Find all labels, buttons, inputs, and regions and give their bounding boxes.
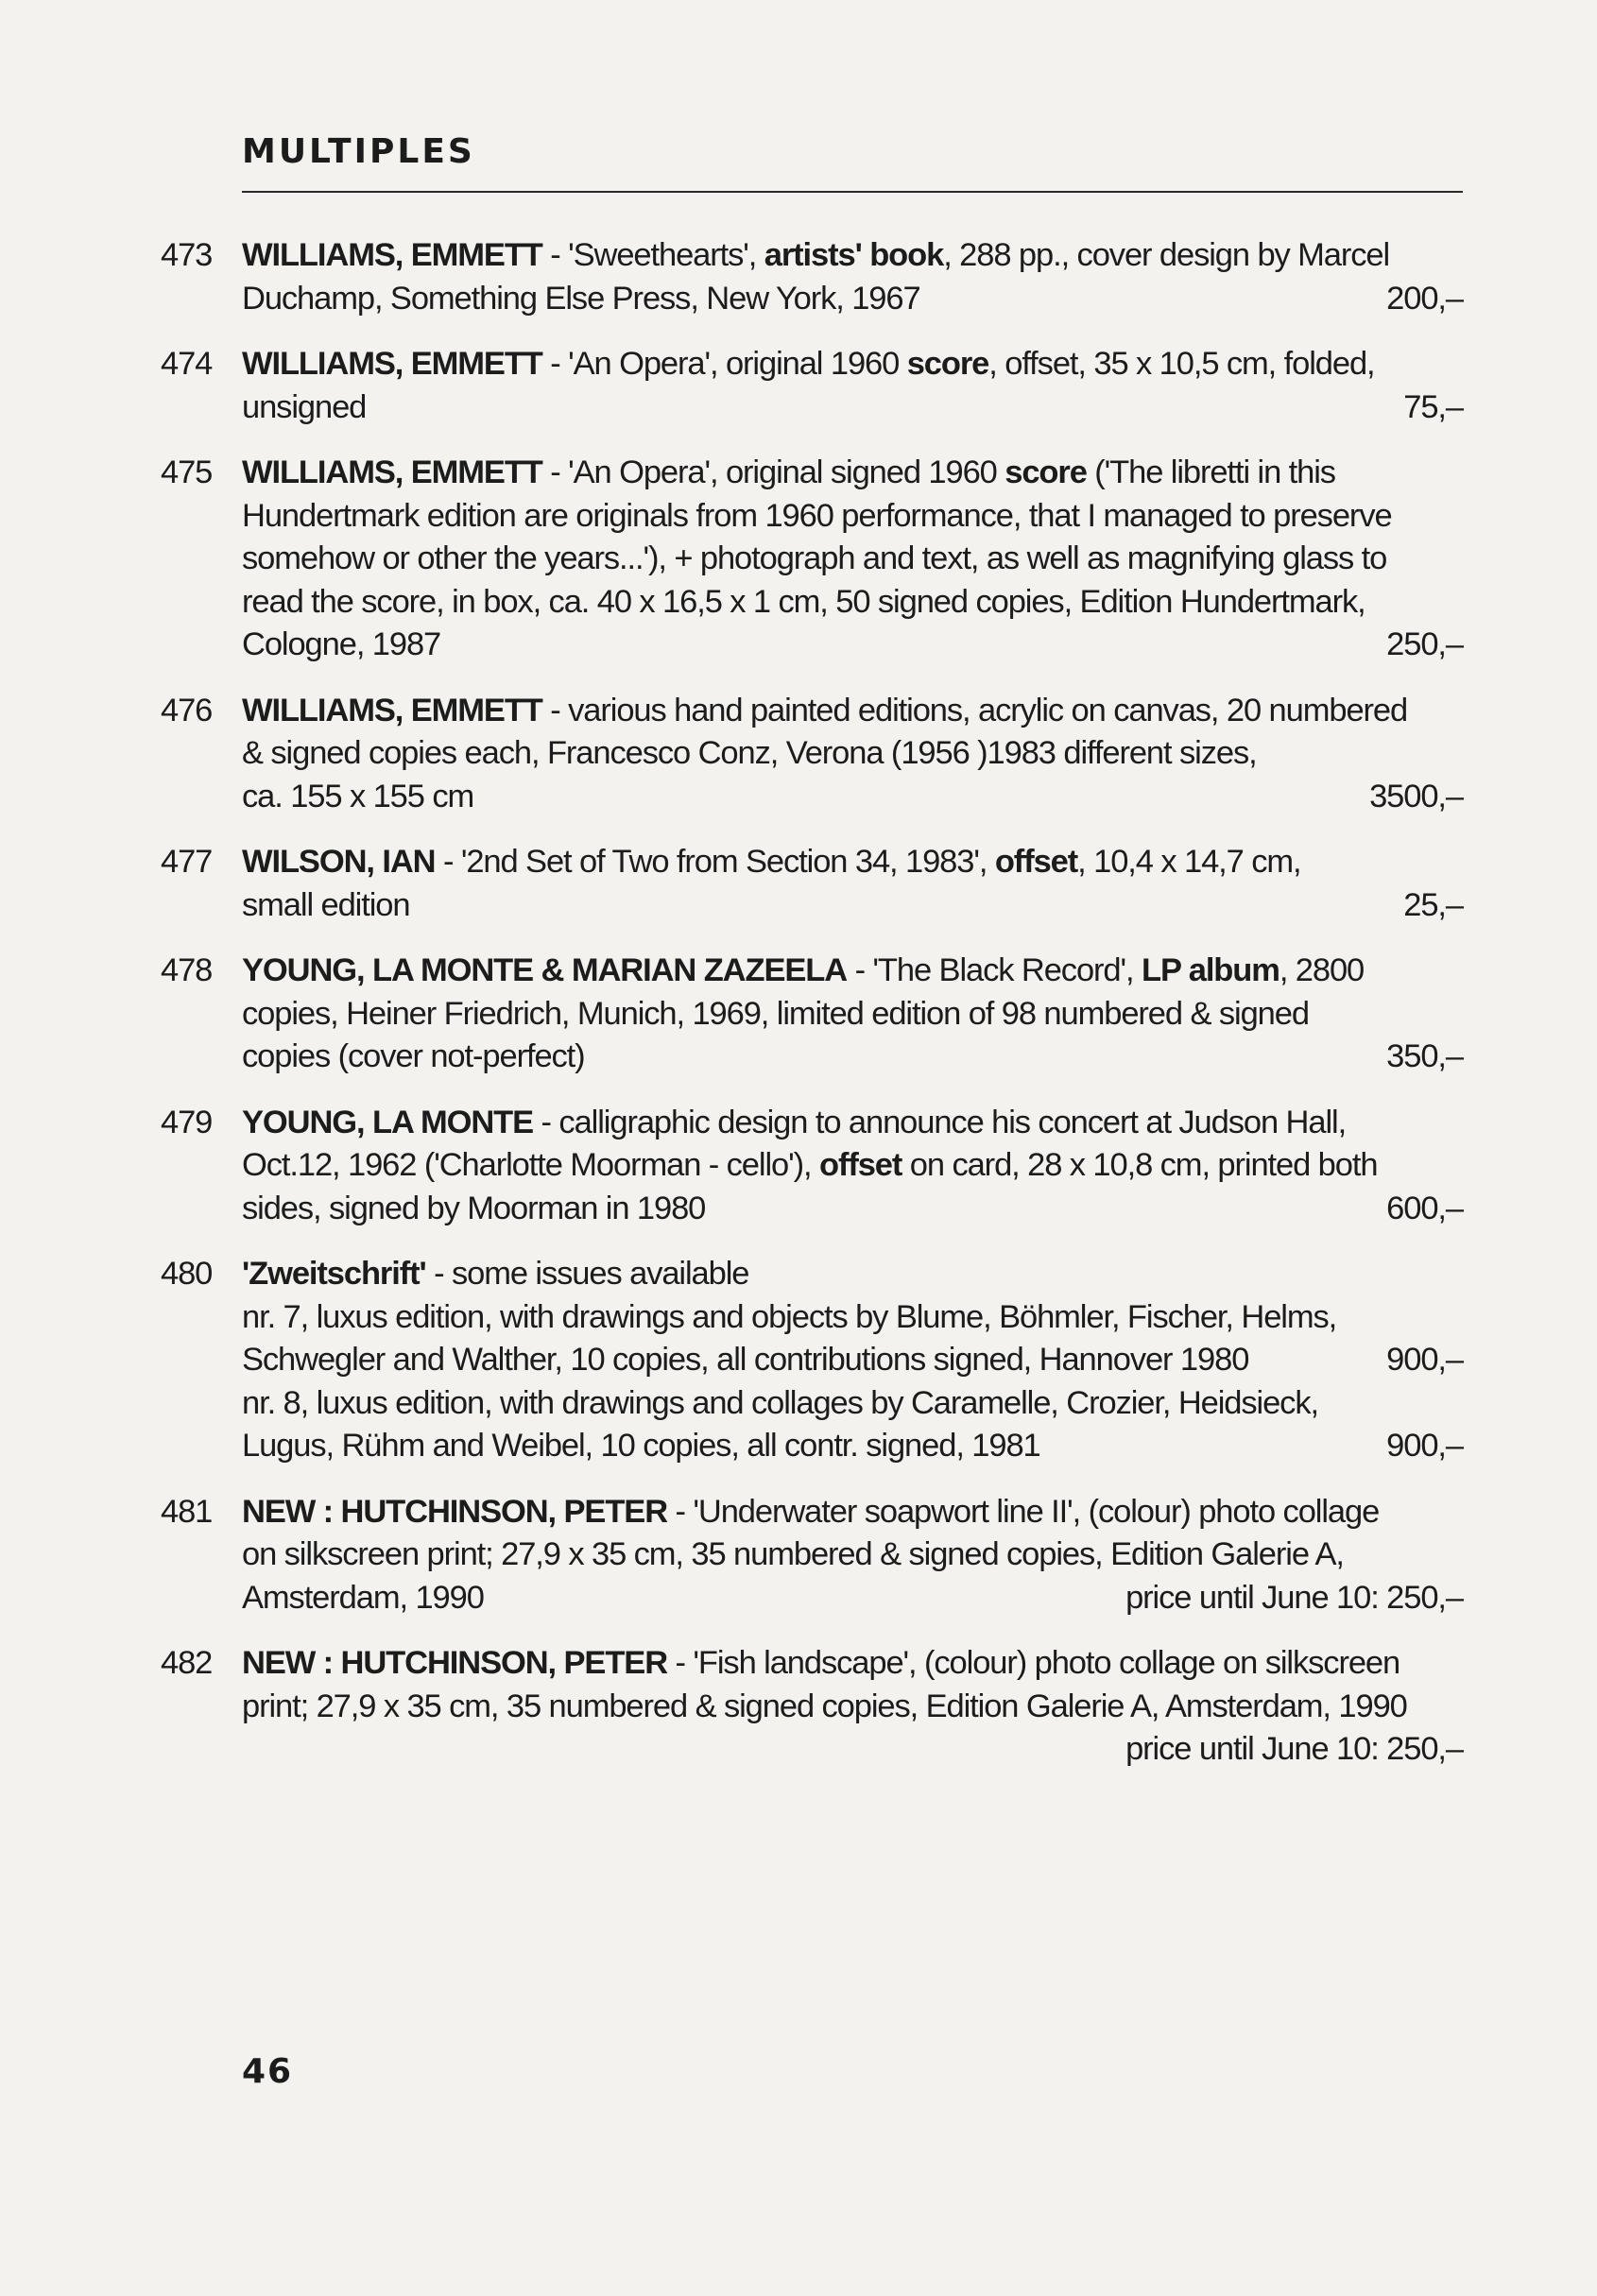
lot-number: 480 <box>161 1256 213 1292</box>
page-number: 46 <box>242 2052 294 2091</box>
line-text <box>242 1686 1407 1729</box>
line-text <box>242 841 1301 884</box>
catalog-entry <box>161 690 1463 819</box>
entry-line <box>242 495 1463 539</box>
entry-line <box>242 1339 1463 1382</box>
text-run: - 'Sweethearts', <box>541 237 764 273</box>
text-run: nr. 7, luxus edition, with drawings and objects by Blume, Böhmler, Fischer, Helms, <box>242 1298 1337 1335</box>
entry-line <box>242 993 1463 1037</box>
entry-line <box>242 884 1463 928</box>
line-text <box>242 1425 1040 1468</box>
entry-description <box>242 234 1463 320</box>
line-text <box>242 1339 1248 1382</box>
catalog-entry <box>161 841 1463 927</box>
line-text <box>242 690 1407 733</box>
line-text <box>242 495 1392 539</box>
price: 3500,– <box>1369 778 1463 814</box>
price: 350,– <box>1386 1038 1463 1074</box>
line-text <box>242 732 1257 776</box>
entry-line <box>242 950 1463 993</box>
price: 75,– <box>1403 388 1463 425</box>
line-text <box>242 1188 705 1231</box>
text-run: Amsterdam, 1990 <box>242 1579 484 1616</box>
text-run: Duchamp, Something Else Press, New York, 1967 <box>242 280 920 317</box>
bold-text: LP album <box>1141 952 1279 988</box>
lot-number: 474 <box>161 346 213 382</box>
entry-description <box>242 452 1463 667</box>
line-text <box>242 343 1375 386</box>
text-run: - some issues available <box>425 1256 749 1292</box>
price: 600,– <box>1386 1190 1463 1226</box>
entry-line <box>242 452 1463 495</box>
text-run: sides, signed by Moorman in 1980 <box>242 1190 706 1226</box>
price: 25,– <box>1403 886 1463 923</box>
bold-text: score <box>906 346 989 382</box>
line-text <box>242 776 473 819</box>
lot-number: 476 <box>161 692 213 728</box>
text-run: on silkscreen print; 27,9 x 35 cm, 35 numbered & signed copies, Edition Galerie A, <box>242 1536 1344 1572</box>
entry-line <box>242 343 1463 386</box>
text-run: - calligraphic design to announce his concert at Judson Hall, <box>533 1104 1347 1140</box>
entry-description <box>242 690 1463 819</box>
catalog-list <box>161 234 1463 1794</box>
lot-number: 479 <box>161 1104 213 1140</box>
bold-text: NEW : HUTCHINSON, PETER <box>242 1645 668 1681</box>
line-text <box>242 1102 1346 1145</box>
catalog-entry <box>161 1642 1463 1772</box>
entry-line <box>242 841 1463 884</box>
bold-text: WILLIAMS, EMMETT <box>242 346 542 382</box>
entry-line <box>242 1188 1463 1231</box>
bold-text: NEW : HUTCHINSON, PETER <box>242 1493 668 1530</box>
entry-line <box>242 1102 1463 1145</box>
entry-line <box>242 1728 1463 1772</box>
line-text <box>242 1253 748 1296</box>
text-run: copies (cover not-perfect) <box>242 1038 585 1074</box>
line-text <box>242 1534 1344 1577</box>
entry-line <box>242 234 1463 278</box>
bold-text: YOUNG, LA MONTE & MARIAN ZAZEELA <box>242 952 848 988</box>
bold-text: 'Zweitschrift' <box>242 1256 426 1292</box>
bold-text: score <box>1005 454 1087 490</box>
catalog-entry <box>161 1491 1463 1620</box>
lot-number: 473 <box>161 237 213 273</box>
text-run: - '2nd Set of Two from Section 34, 1983', <box>435 844 995 880</box>
catalog-entry <box>161 343 1463 429</box>
line-text <box>242 1577 484 1620</box>
entry-line <box>242 581 1463 625</box>
line-text <box>242 386 366 430</box>
text-run: copies, Heiner Friedrich, Munich, 1969, limited edition of 98 numbered & signed <box>242 995 1309 1032</box>
text-run: ca. 155 x 155 cm <box>242 778 474 814</box>
entry-line <box>242 1144 1463 1188</box>
line-text <box>242 1491 1379 1534</box>
line-text <box>242 538 1386 581</box>
entry-description <box>242 1491 1463 1620</box>
lot-number: 477 <box>161 844 213 880</box>
bold-text: WILLIAMS, EMMETT <box>242 237 542 273</box>
catalog-entry <box>161 1102 1463 1231</box>
entry-line <box>242 1036 1463 1079</box>
text-run: - 'Fish landscape', (colour) photo collage on silkscreen <box>667 1645 1400 1681</box>
lot-number: 481 <box>161 1493 213 1530</box>
entry-line <box>242 1491 1463 1534</box>
price: 200,– <box>1386 280 1463 317</box>
line-text <box>242 624 440 667</box>
entry-description <box>242 841 1463 927</box>
line-text <box>242 278 920 321</box>
line-text <box>242 950 1364 993</box>
line-text <box>242 452 1335 495</box>
lot-number: 478 <box>161 952 213 988</box>
text-run: nr. 8, luxus edition, with drawings and collages by Caramelle, Crozier, Heidsieck, <box>242 1384 1318 1421</box>
entry-line <box>242 624 1463 667</box>
bold-text: offset <box>818 1147 902 1183</box>
bold-text: WILLIAMS, EMMETT <box>242 454 542 490</box>
entry-line <box>242 1382 1463 1426</box>
text-run: & signed copies each, Francesco Conz, Verona (1956 )1983 different sizes, <box>242 735 1257 771</box>
section-title: MULTIPLES <box>242 132 475 171</box>
price: price until June 10: 250,– <box>1125 1731 1463 1767</box>
text-run: , 2800 <box>1279 952 1365 988</box>
entry-line <box>242 1577 1463 1620</box>
line-text <box>242 993 1309 1037</box>
price: price until June 10: 250,– <box>1125 1579 1463 1616</box>
text-run: - 'Underwater soapwort line II', (colour) photo collage <box>667 1493 1380 1530</box>
entry-line <box>242 1296 1463 1340</box>
entry-line <box>242 1534 1463 1577</box>
text-run: Cologne, 1987 <box>242 626 441 662</box>
text-run: , offset, 35 x 10,5 cm, folded, <box>988 346 1375 382</box>
text-run: Schwegler and Walther, 10 copies, all contributions signed, Hannover 1980 <box>242 1342 1249 1378</box>
catalog-entry <box>161 1253 1463 1468</box>
text-run: somehow or other the years...'), + photograph and text, as well as magnifying glass to <box>242 540 1387 576</box>
entry-line <box>242 386 1463 430</box>
bold-text: artists' book <box>764 237 944 273</box>
line-text <box>242 581 1365 625</box>
text-run: - 'The Black Record', <box>847 952 1142 988</box>
bold-text: offset <box>994 844 1078 880</box>
text-run: Oct.12, 1962 ('Charlotte Moorman - cello'), <box>242 1147 819 1183</box>
catalog-entry <box>161 234 1463 320</box>
entry-line <box>242 538 1463 581</box>
bold-text: WILLIAMS, EMMETT <box>242 692 542 728</box>
lot-number: 475 <box>161 454 213 490</box>
text-run: - 'An Opera', original signed 1960 <box>541 454 1005 490</box>
text-run: small edition <box>242 886 410 923</box>
entry-line <box>242 776 1463 819</box>
entry-line <box>242 1253 1463 1296</box>
lot-number: 482 <box>161 1645 213 1681</box>
text-run: unsigned <box>242 388 367 425</box>
entry-description <box>242 1253 1463 1468</box>
text-run: , 10,4 x 14,7 cm, <box>1077 844 1301 880</box>
line-text <box>242 1642 1400 1686</box>
line-text <box>242 234 1389 278</box>
text-run: - 'An Opera', original 1960 <box>541 346 907 382</box>
text-run: - various hand painted editions, acrylic on canvas, 20 numbered <box>541 692 1408 728</box>
line-text <box>242 1036 585 1079</box>
bold-text: YOUNG, LA MONTE <box>242 1104 534 1140</box>
entry-line <box>242 1642 1463 1686</box>
bold-text: WILSON, IAN <box>242 844 436 880</box>
catalog-entry <box>161 950 1463 1079</box>
line-text <box>242 1144 1377 1188</box>
entry-line <box>242 278 1463 321</box>
price: 900,– <box>1386 1342 1463 1378</box>
entry-description <box>242 1102 1463 1231</box>
entry-line <box>242 732 1463 776</box>
header-rule <box>242 191 1463 193</box>
text-run: on card, 28 x 10,8 cm, printed both <box>902 1147 1378 1183</box>
text-run: , 288 pp., cover design by Marcel <box>943 237 1390 273</box>
catalog-entry <box>161 452 1463 667</box>
entry-description <box>242 343 1463 429</box>
text-run: print; 27,9 x 35 cm, 35 numbered & signed copies, Edition Galerie A, Amsterdam, 1990 <box>242 1688 1407 1724</box>
price: 900,– <box>1386 1428 1463 1464</box>
text-run: ('The libretti in this <box>1086 454 1335 490</box>
text-run: read the score, in box, ca. 40 x 16,5 x 1 cm, 50 signed copies, Edition Hundertmark, <box>242 583 1365 620</box>
price: 250,– <box>1386 626 1463 662</box>
entry-line <box>242 1686 1463 1729</box>
text-run: Lugus, Rühm and Weibel, 10 copies, all contr. signed, 1981 <box>242 1428 1040 1464</box>
line-text <box>242 884 409 928</box>
entry-line <box>242 1425 1463 1468</box>
text-run: Hundertmark edition are originals from 1960 performance, that I managed to preserve <box>242 497 1392 534</box>
entry-description <box>242 950 1463 1079</box>
line-text <box>242 1382 1318 1426</box>
line-text <box>242 1296 1336 1340</box>
entry-line <box>242 690 1463 733</box>
entry-description <box>242 1642 1463 1772</box>
